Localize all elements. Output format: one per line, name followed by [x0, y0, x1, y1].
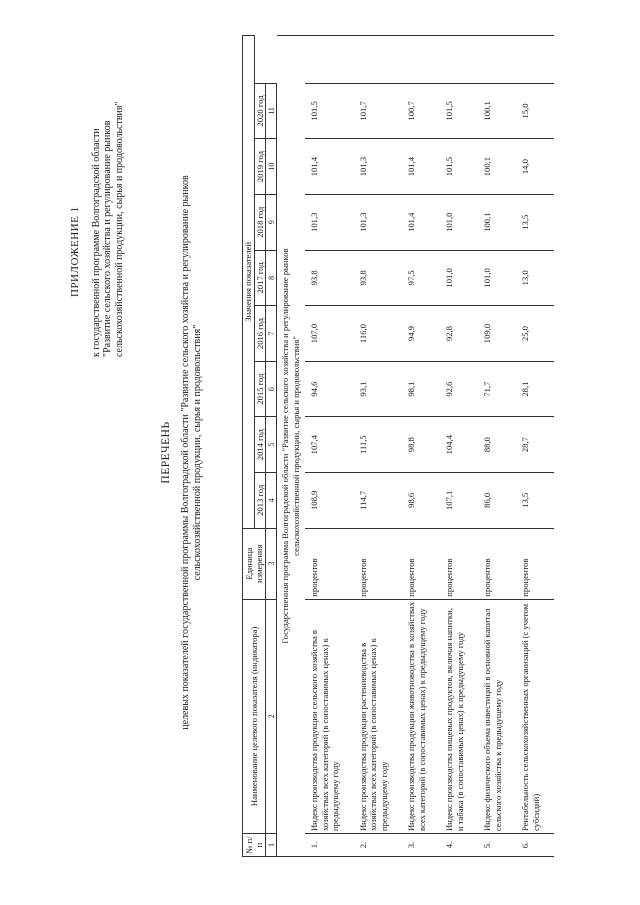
value-cell: 107,0: [305, 306, 354, 362]
title-line-1: целевых показателей государственной программы Волгоградской области "Развитие сельского хозяйства и регулирование рынков: [180, 175, 191, 730]
unit-cell: процентов: [402, 528, 440, 599]
year-2014: 2014 год: [254, 417, 266, 473]
document-title: [160, 40, 203, 865]
column-number: 4: [266, 472, 277, 528]
value-cell: 28,7: [516, 417, 554, 473]
table-row: [516, 36, 554, 857]
appendix-line-3: сельскохозяйственной продукции, сырья и продовольствия": [113, 101, 125, 357]
row-number: 2.: [354, 834, 403, 857]
row-number: 5.: [478, 834, 516, 857]
table-row: [478, 36, 516, 857]
value-cell: 101,0: [440, 250, 478, 306]
indicators-table: [242, 35, 554, 857]
unit-cell: процентов: [354, 528, 403, 599]
table-row: [440, 36, 478, 857]
row-number: 4.: [440, 834, 478, 857]
value-cell: 98,1: [402, 361, 440, 416]
program-line-1: Государственная программа Волгоградской области "Развитие сельского хозяйства и регулирование рынков: [280, 248, 290, 644]
value-cell: 25,0: [516, 306, 554, 362]
value-cell: [305, 36, 354, 84]
value-cell: 107,1: [440, 472, 478, 528]
table-row: [354, 36, 403, 857]
year-2013: 2013 год: [254, 472, 266, 528]
value-cell: 101,5: [440, 83, 478, 139]
value-cell: 101,0: [478, 250, 516, 306]
value-cell: [478, 36, 516, 84]
value-cell: 101,5: [440, 139, 478, 195]
title-main: ПЕРЕЧЕНЬ: [160, 421, 172, 484]
value-cell: [516, 36, 554, 84]
column-number: 8: [266, 250, 277, 306]
year-2017: 2017 год: [254, 250, 266, 306]
header-unit: Единица измерения: [243, 528, 266, 599]
value-cell: [354, 36, 403, 84]
value-cell: 98,6: [402, 472, 440, 528]
indicator-name: Индекс производства продукции животноводства в хозяйствах всех категорий (в сопоставимых ценах) к предыдущему году: [402, 599, 440, 833]
column-number: 10: [266, 139, 277, 195]
value-cell: 94,9: [402, 306, 440, 362]
value-cell: 101,4: [402, 194, 440, 250]
program-line-2: сельскохозяйственной продукции, сырья и продовольствия": [290, 336, 301, 556]
value-cell: 100,7: [402, 83, 440, 139]
appendix-heading: ПРИЛОЖЕНИЕ 1: [69, 206, 81, 297]
column-number: 11: [266, 83, 277, 139]
year-2015: 2015 год: [254, 361, 266, 416]
value-cell: 13,5: [516, 194, 554, 250]
unit-cell: процентов: [440, 528, 478, 599]
value-cell: 92,6: [440, 361, 478, 416]
column-number: 7: [266, 306, 277, 362]
indicator-name: Индекс физического объема инвестиций в основной капитал сельского хозяйства к предыдущему году: [478, 599, 516, 833]
value-cell: 94,6: [305, 361, 354, 416]
value-cell: 28,1: [516, 361, 554, 416]
row-number: 1.: [305, 834, 354, 857]
value-cell: 101,5: [305, 83, 354, 139]
year-2019: 2019 год: [254, 139, 266, 195]
appendix-block: [70, 47, 125, 357]
value-cell: 93,8: [354, 250, 403, 306]
value-cell: 93,8: [305, 250, 354, 306]
value-cell: 71,7: [478, 361, 516, 416]
value-cell: 108,9: [305, 472, 354, 528]
value-cell: 86,0: [478, 472, 516, 528]
column-number: 1: [266, 834, 277, 857]
value-cell: 107,4: [305, 417, 354, 473]
header-no: № п/п: [243, 834, 266, 857]
year-2020: 2020 год: [254, 83, 266, 139]
value-cell: 101,3: [354, 194, 403, 250]
value-cell: 93,1: [354, 361, 403, 416]
value-cell: 100,1: [478, 83, 516, 139]
header-values: Значения показателей: [243, 36, 255, 529]
value-cell: 109,0: [478, 306, 516, 362]
value-cell: 14,0: [516, 139, 554, 195]
value-cell: 101,3: [354, 139, 403, 195]
value-cell: 101,7: [354, 83, 403, 139]
value-cell: 98,8: [402, 417, 440, 473]
row-number: 6.: [516, 834, 554, 857]
appendix-line-1: к государственной программе Волгоградской области: [90, 128, 102, 357]
unit-cell: процентов: [478, 528, 516, 599]
program-section-row: [277, 36, 306, 857]
value-cell: 116,0: [354, 306, 403, 362]
value-cell: 92,8: [440, 306, 478, 362]
unit-cell: процентов: [305, 528, 354, 599]
value-cell: 97,5: [402, 250, 440, 306]
value-cell: 88,0: [478, 417, 516, 473]
value-cell: 104,4: [440, 417, 478, 473]
value-cell: 101,3: [305, 194, 354, 250]
value-cell: [440, 36, 478, 84]
column-number: 5: [266, 417, 277, 473]
value-cell: 114,7: [354, 472, 403, 528]
indicator-name: Индекс производства продукции сельского хозяйства в хозяйствах всех категорий (в сопоставимых ценах) к предыдущему году: [305, 599, 354, 833]
table-row: [305, 36, 354, 857]
value-cell: 101,0: [440, 194, 478, 250]
value-cell: 111,5: [354, 417, 403, 473]
appendix-line-2: "Развитие сельского хозяйства и регулирование рынков: [102, 120, 113, 357]
indicator-name: Рентабельность сельскохозяйственных организаций (с учетом субсидий): [516, 599, 554, 833]
value-cell: [402, 36, 440, 84]
value-cell: 13,5: [516, 472, 554, 528]
title-line-2: сельскохозяйственной продукции, сырья и продовольствия": [191, 324, 203, 581]
column-number: 9: [266, 194, 277, 250]
table-row: [402, 36, 440, 857]
year-2016: 2016 год: [254, 306, 266, 362]
column-number: 3: [266, 528, 277, 599]
year-2018: 2018 год: [254, 194, 266, 250]
value-cell: 100,1: [478, 194, 516, 250]
value-cell: 15,0: [516, 83, 554, 139]
indicator-name: Индекс производства пищевых продуктов, включая напитки, и табака (в сопоставимых ценах) к предыдущему году: [440, 599, 478, 833]
value-cell: 100,1: [478, 139, 516, 195]
header-name: Наименование целевого показателя (индикатора): [243, 599, 266, 833]
value-cell: 101,4: [305, 139, 354, 195]
column-number: 2: [266, 599, 277, 833]
value-cell: 101,4: [402, 139, 440, 195]
column-number: 6: [266, 361, 277, 416]
unit-cell: процентов: [516, 528, 554, 599]
value-cell: 13,0: [516, 250, 554, 306]
indicator-name: Индекс производства продукции растениеводства в хозяйствах всех категорий (в сопоставимых ценах) к предыдущему году: [354, 599, 403, 833]
row-number: 3.: [402, 834, 440, 857]
